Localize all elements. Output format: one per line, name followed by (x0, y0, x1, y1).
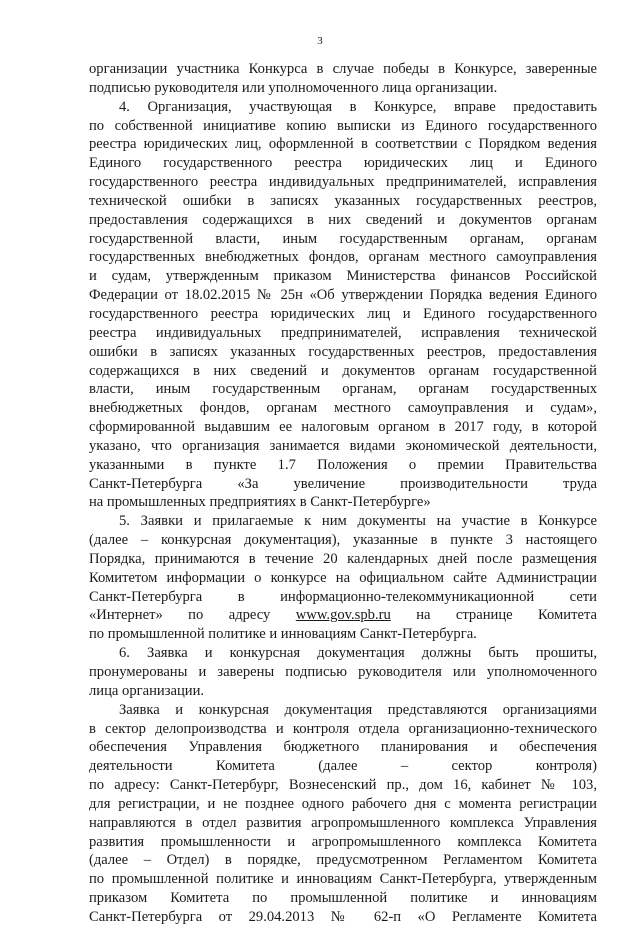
text-line: 5. Заявки и прилагаемые к ним документы на участие в Конкурсе (119, 513, 597, 530)
text-line: Комитетом информации о конкурсе на официальном сайте Администрации (89, 569, 597, 586)
text-line: Порядка, принимаются в течение 20 календарных дней после размещения (89, 550, 597, 567)
text-line: ошибки в записях указанных государственных реестров, предоставления (89, 343, 597, 360)
text-line: на промышленных предприятиях в Санкт-Петербурге» (89, 494, 431, 511)
paragraph-item-4 (89, 98, 597, 513)
text-line-with-link: «Интернет» по адресу www.gov.spb.ru на странице Комитета (89, 607, 597, 624)
text-line: Санкт-Петербурга «За увеличение производительности труда (89, 475, 597, 492)
text-line: указанными в пункте 1.7 Положения о премии Правительства (89, 456, 597, 473)
text-line: по адресу: Санкт-Петербург, Вознесенский пр., дом 16, кабинет № 103, (89, 777, 597, 794)
text-line: 4. Организация, участвующая в Конкурсе, вправе предоставить (119, 98, 597, 115)
paragraph-item-5 (89, 512, 597, 644)
page-number: 3 (317, 35, 323, 47)
text-line: власти, иным государственным органам, органам государственных (89, 381, 597, 398)
text-line: внебюджетных фондов, органам местного самоуправления и судам», (89, 400, 597, 417)
paragraph-submission (89, 701, 597, 927)
text-line: по промышленной политике и инновациям Санкт-Петербурга, утвержденным (89, 871, 597, 888)
text-line: реестра юридических лиц, оформленной в соответствии с Порядком ведения (89, 136, 597, 153)
text-line: организации участника Конкурса в случае победы в Конкурсе, заверенные (89, 61, 597, 77)
text-line: пронумерованы и заверены подписью руководителя или уполномоченного (89, 664, 597, 680)
text-line: лица организации. (89, 682, 205, 699)
text-line: государственного реестра юридических лиц и Единого государственного (89, 305, 597, 322)
text-line: технической ошибки в записях указанных государственных реестров, (89, 192, 597, 209)
text-line: обеспечения Управления бюджетного планирования и обеспечения (89, 739, 597, 756)
text-line: государственных внебюджетных фондов, органам местного самоуправления (89, 249, 597, 266)
text-line: по собственной инициативе копию выписки из Единого государственного (89, 117, 597, 134)
text-line: Федерации от 18.02.2015 № 25н «Об утверждении Порядка ведения Единого (89, 287, 597, 304)
text-line: для регистрации, и не позднее одного рабочего дня с момента регистрации (89, 795, 597, 812)
text-line: приказом Комитета по промышленной политике и инновациям (89, 890, 597, 907)
document-body (89, 60, 597, 927)
text-line: государственной власти, иным государственным органам, органам (89, 230, 597, 247)
text-line: деятельности Комитета (далее – сектор контроля) (89, 758, 597, 775)
text-line: содержащихся в них сведений и документов органам государственной (89, 362, 597, 379)
text-line: 6. Заявка и конкурсная документация должны быть прошиты, (119, 645, 597, 662)
text-line: сформированной выдавшим ее налоговым органом в 2017 году, в которой (89, 419, 597, 436)
text-line: предоставления содержащихся в них сведений и документов органам (89, 211, 597, 228)
text-line: Санкт-Петербурга от 29.04.2013 № 62-п «О Регламенте Комитета (89, 908, 597, 925)
paragraph-item-6 (89, 644, 597, 701)
text-line: (далее – Отдел) в порядке, предусмотренном Регламентом Комитета (89, 852, 597, 869)
text-line: по промышленной политике и инновациям Санкт-Петербурга. (89, 626, 477, 643)
text-line: Единого государственного реестра юридических лиц и Единого (89, 155, 597, 172)
paragraph-continuation (89, 60, 597, 98)
website-link[interactable]: www.gov.spb.ru (295, 607, 391, 624)
text-line: (далее – конкурсная документация), указанные в пункте 3 настоящего (89, 532, 597, 549)
text-line: и судам, утвержденным приказом Министерства финансов Российской (89, 268, 597, 285)
text-line: реестра индивидуальных предпринимателей, исправления технической (89, 324, 597, 341)
text-line: подписью руководителя или уполномоченного лица организации. (89, 79, 498, 96)
text-line: Санкт-Петербурга в информационно-телекоммуникационной сети (89, 588, 597, 605)
text-line: в сектор делопроизводства и контроля отдела организационно-технического (89, 720, 597, 737)
text-line: развития промышленности и агропромышленного комплекса Комитета (89, 833, 597, 850)
text-line: государственного реестра индивидуальных предпринимателей, исправления (89, 174, 597, 191)
text-line: указано, что организация занимается видами экономической деятельности, (89, 437, 597, 454)
text-line: Заявка и конкурсная документация представляются организациями (119, 701, 597, 718)
text-line: направляются в отдел развития агропромышленного комплекса Управления (89, 814, 597, 831)
